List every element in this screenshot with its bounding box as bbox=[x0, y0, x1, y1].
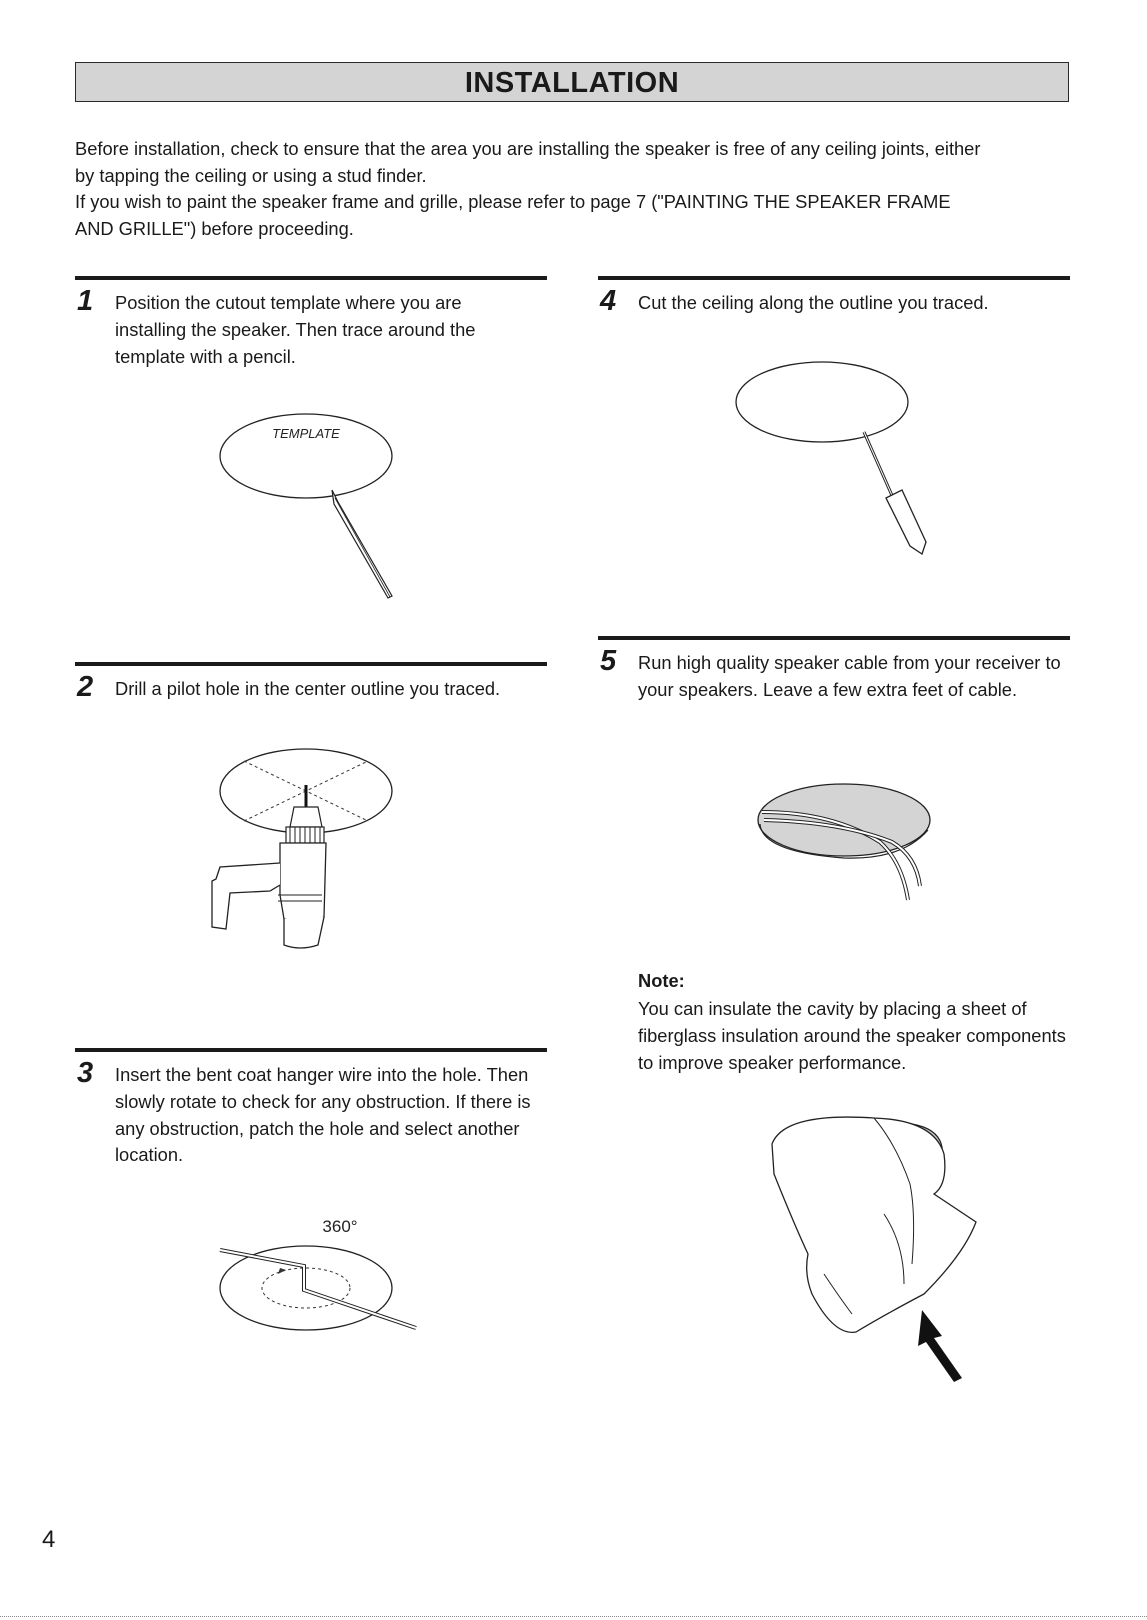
coat-hanger-illustration bbox=[200, 1210, 440, 1340]
rotation-arrow-icon bbox=[278, 1268, 286, 1274]
fiberglass-insulation-icon bbox=[772, 1117, 976, 1332]
note-text: You can insulate the cavity by placing a sheet of fiberglass insulation around the speaker components to improve speaker performance. bbox=[638, 998, 1066, 1073]
step-4-text: Cut the ceiling along the outline you traced. bbox=[638, 292, 989, 313]
intro-paragraph bbox=[75, 136, 1075, 242]
step-5-rule bbox=[598, 636, 1070, 640]
intro-line-1: Before installation, check to ensure that the area you are installing the speaker is free of any ceiling joints, either bbox=[75, 138, 981, 159]
step-1-text: Position the cutout template where you are installing the speaker. Then trace around the template with a pencil. bbox=[115, 292, 476, 367]
step-2-number: 2 bbox=[77, 671, 94, 703]
step-3-number: 3 bbox=[77, 1057, 94, 1089]
page-number: 4 bbox=[42, 1526, 56, 1553]
utility-knife-icon bbox=[864, 432, 926, 554]
step-4-number: 4 bbox=[600, 285, 617, 317]
intro-line-4: AND GRILLE") before proceeding. bbox=[75, 217, 354, 239]
page-title: INSTALLATION bbox=[75, 62, 1069, 102]
step-1-number: 1 bbox=[77, 285, 94, 317]
bottom-edge-rule bbox=[0, 1616, 1147, 1617]
speaker-cable-illustration bbox=[752, 782, 942, 912]
step-3-text: Insert the bent coat hanger wire into the hole. Then slowly rotate to check for any obstruction. If there is any obstruction, patch the hole and select another location. bbox=[115, 1064, 531, 1166]
cut-ceiling-illustration bbox=[726, 358, 946, 568]
template-label: TEMPLATE bbox=[272, 426, 340, 441]
step-5-number: 5 bbox=[600, 645, 617, 677]
traced-outline bbox=[736, 362, 908, 442]
pencil-icon bbox=[332, 490, 392, 598]
template-trace-illustration bbox=[200, 410, 420, 610]
insulation-illustration bbox=[764, 1114, 994, 1384]
step-1-rule bbox=[75, 276, 547, 280]
coat-hanger-wire-icon bbox=[220, 1250, 416, 1328]
step-5-text: Run high quality speaker cable from your receiver to your speakers. Leave a few extra feet of cable. bbox=[638, 652, 1061, 700]
intro-line-2: by tapping the ceiling or using a stud finder. bbox=[75, 164, 427, 186]
intro-line-3: If you wish to paint the speaker frame and grille, please refer to page 7 ("PAINTING THE SPEAKER FRAME bbox=[75, 191, 951, 212]
arrow-icon bbox=[918, 1310, 962, 1382]
drill-illustration bbox=[200, 745, 420, 965]
note-heading: Note: bbox=[638, 970, 685, 991]
step-2-rule bbox=[75, 662, 547, 666]
step-2-text: Drill a pilot hole in the center outline you traced. bbox=[115, 678, 501, 699]
step-3-rule bbox=[75, 1048, 547, 1052]
step-4-rule bbox=[598, 276, 1070, 280]
rotation-label: 360° bbox=[322, 1217, 358, 1236]
